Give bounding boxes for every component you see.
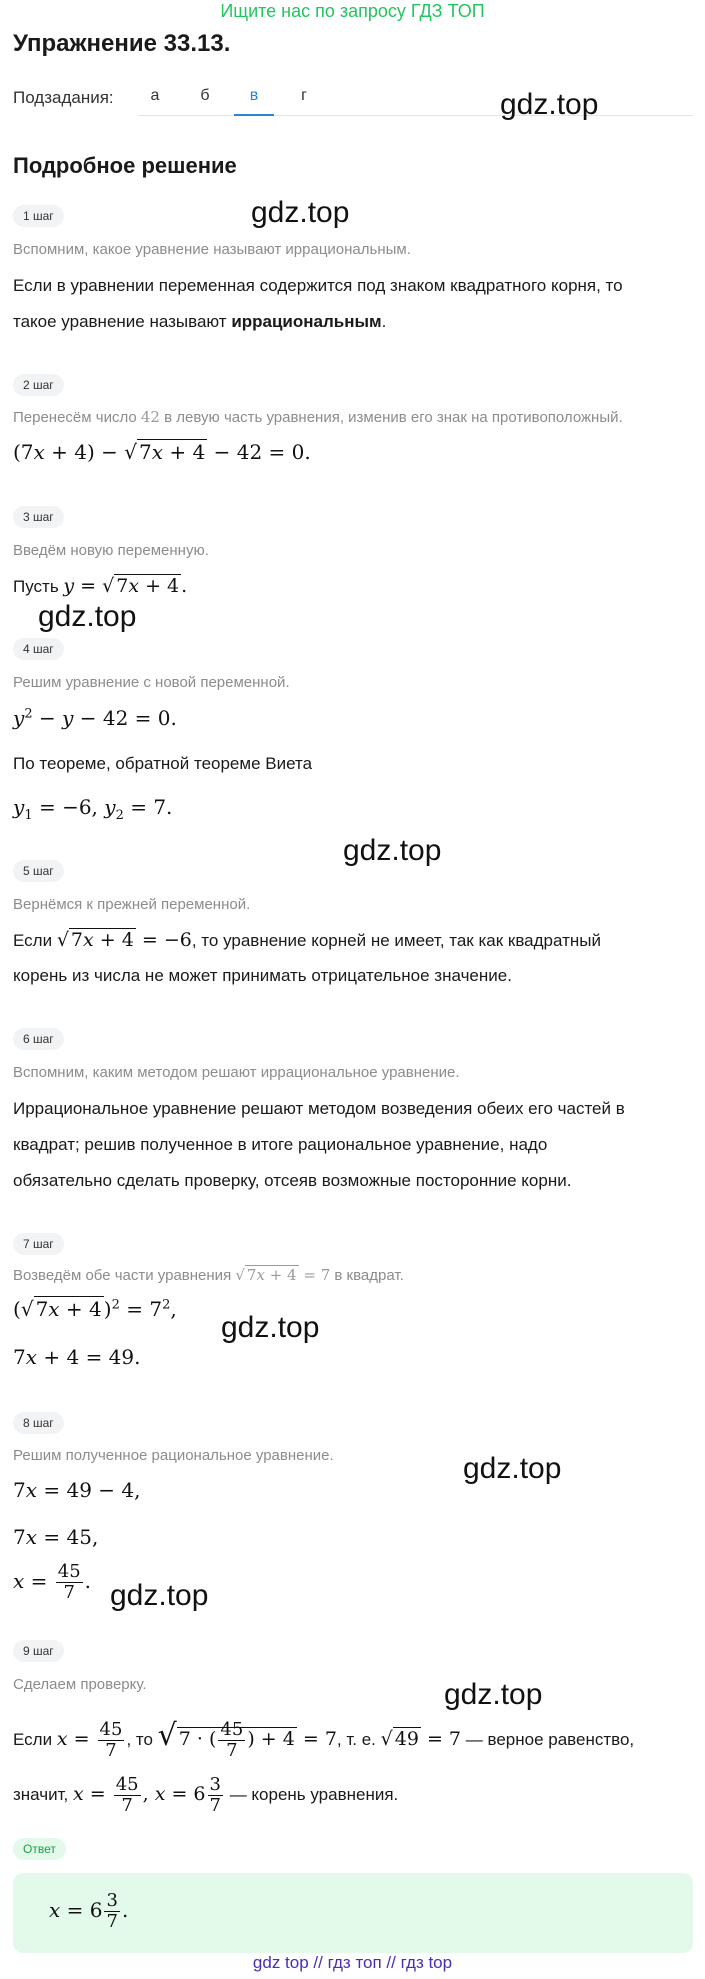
step-badge: 1 шаг — [13, 205, 64, 227]
step-badge: 8 шаг — [13, 1412, 64, 1434]
tab-a[interactable]: а — [150, 87, 160, 104]
equation: (√ 7x + 4 )$^2 = 7^2$, — [13, 1297, 177, 1321]
watermark: gdz.top — [251, 196, 350, 229]
step-badge: 7 шаг — [13, 1233, 64, 1255]
step-text: обязательно сделать проверку, отсеяв возможные посторонние корни. — [13, 1171, 572, 1190]
step-badge: 4 шаг — [13, 638, 64, 660]
equation: (7x + 4) − √ 7x + 4 − 42 = 0. — [13, 440, 311, 464]
page-title: Упражнение 33.13. — [13, 30, 231, 57]
step-text: Если √ 7x + 4 = −6, то уравнение корней не имеет, так как квадратный — [13, 929, 601, 951]
step-hint: Вспомним, какое уравнение называют иррациональным. — [13, 241, 411, 258]
equation: 7x = 45, — [13, 1525, 99, 1549]
step-hint: Перенесём число 42 в левую часть уравнения, изменив его знак на противоположный. — [13, 408, 623, 426]
step-badge: 5 шаг — [13, 860, 64, 882]
equation: $y_1 = -6$, $y_2 = 7$. — [13, 795, 173, 823]
step-text: Если в уравнении переменная содержится под знаком квадратного корня, то — [13, 276, 623, 295]
step-text: квадрат; решив полученное в итоге рациональное уравнение, надо — [13, 1135, 548, 1154]
top-banner: Ищите нас по запросу ГДЗ ТОП — [220, 1, 485, 21]
step-hint: Вернёмся к прежней переменной. — [13, 896, 251, 913]
step-text: значит, x = $\frac{45}{7}$ , x = 6 $\frac{3}{7}$ — корень уравнения. — [13, 1773, 399, 1816]
equation: x = $\frac{45}{7}$ . — [13, 1561, 92, 1603]
section-title: Подробное решение — [13, 153, 237, 178]
step-hint: Введём новую переменную. — [13, 542, 209, 559]
step-text: Пусть y = √ 7x + 4 . — [13, 575, 188, 597]
equation: 7x = 49 − 4, — [13, 1478, 141, 1502]
step-badge: 9 шаг — [13, 1640, 64, 1662]
step-badge: 2 шаг — [13, 374, 64, 396]
step-hint: Решим уравнение с новой переменной. — [13, 674, 290, 691]
tab-v[interactable]: в — [234, 84, 274, 116]
step-hint: Вспомним, каким методом решают иррациональное уравнение. — [13, 1064, 460, 1081]
tab-b[interactable]: б — [200, 87, 210, 104]
watermark: gdz.top — [500, 88, 599, 121]
step-text: Иррациональное уравнение решают методом возведения обеих его частей в — [13, 1099, 625, 1118]
step-badge: 3 шаг — [13, 506, 64, 528]
step-text: корень из числа не может принимать отрицательное значение. — [13, 966, 512, 985]
step-text: такое уравнение называют иррациональным. — [13, 312, 387, 331]
watermark: gdz.top — [38, 600, 137, 633]
subtasks-label: Подзадания: — [13, 88, 114, 107]
watermark: gdz.top — [343, 834, 442, 867]
tab-g[interactable]: г — [301, 87, 307, 104]
equation: $y^2 - y - 42 = 0$. — [13, 706, 177, 730]
watermark: gdz.top — [221, 1311, 320, 1344]
step-text: Если x = $\frac{45}{7}$ , то √ 7 · ( $\frac{45}{7}$ ) + 4 = 7, т. е. √ 49 = 7 — верное равенство, — [13, 1718, 635, 1761]
step-badge: 6 шаг — [13, 1028, 64, 1050]
answer-equation: x = 6 $\frac{3}{7}$ . — [49, 1890, 129, 1932]
watermark: gdz.top — [463, 1452, 562, 1485]
step-hint: Возведём обе части уравнения √ 7x + 4 = 7 в квадрат. — [13, 1266, 404, 1284]
step-hint: Сделаем проверку. — [13, 1676, 147, 1693]
watermark: gdz.top — [110, 1579, 209, 1612]
step-text: По теореме, обратной теореме Виета — [13, 754, 313, 773]
footer-links[interactable]: gdz top // гдз топ // гдз top — [252, 1953, 453, 1972]
answer-box — [13, 1873, 693, 1953]
equation: 7x + 4 = 49. — [13, 1345, 141, 1369]
answer-badge: Ответ — [13, 1838, 66, 1860]
step-hint: Решим полученное рациональное уравнение. — [13, 1447, 334, 1464]
watermark: gdz.top — [444, 1678, 543, 1711]
